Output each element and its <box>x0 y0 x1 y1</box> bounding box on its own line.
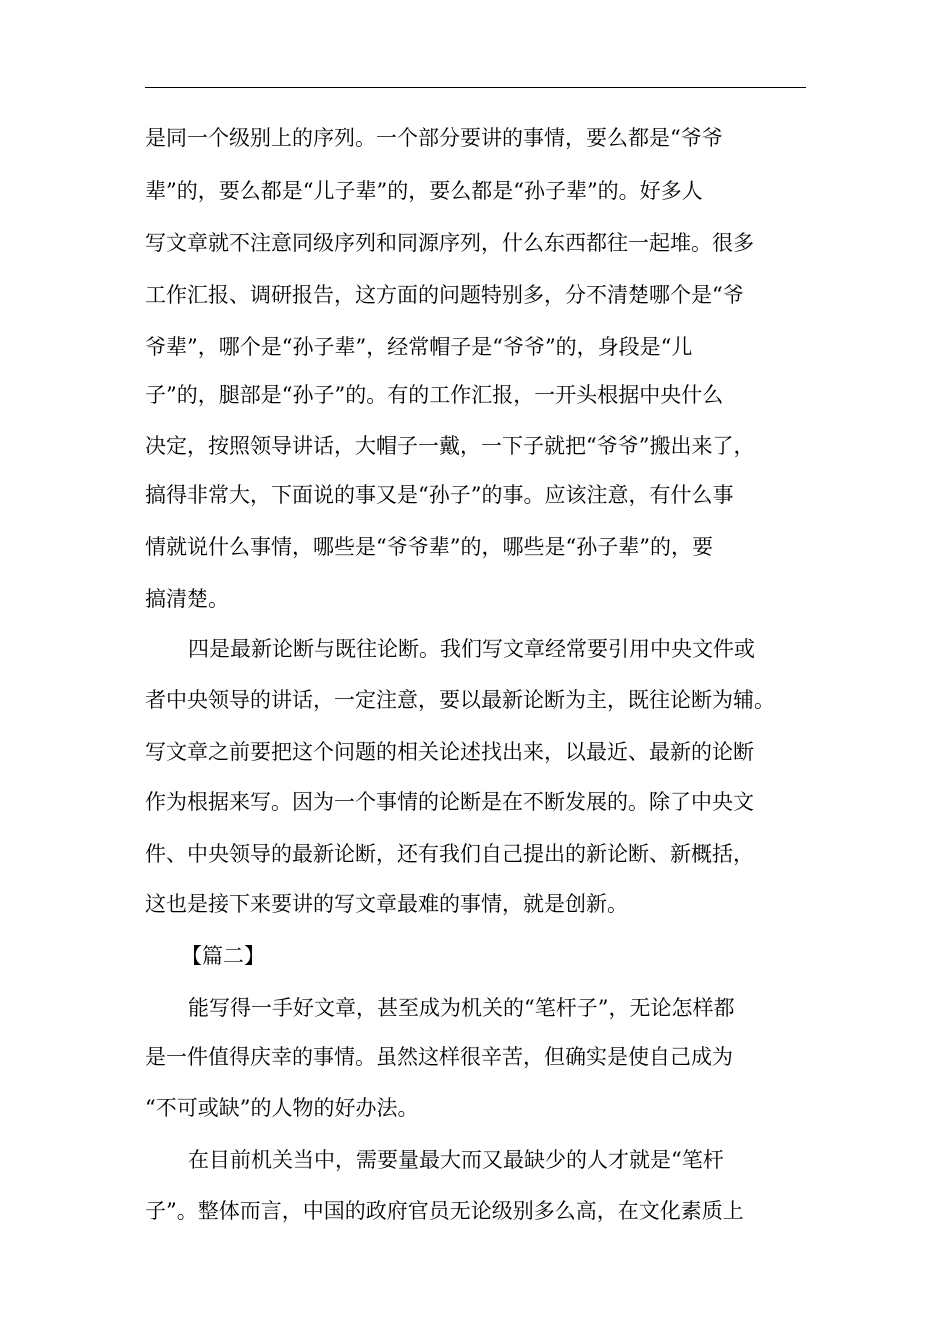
text-line: 爷辈”，哪个是“孙子辈”，经常帽子是“爷爷”的，身段是“儿 <box>145 335 693 359</box>
text-line: 辈”的，要么都是“儿子辈”的，要么都是“孙子辈”的。好多人 <box>145 179 703 203</box>
paragraph-first-line: 能写得一手好文章，甚至成为机关的“笔杆子”，无论怎样都 <box>188 996 735 1020</box>
section-heading: 【篇二】 <box>181 944 265 968</box>
text-line: 搞得非常大，下面说的事又是“孙子”的事。应该注意，有什么事 <box>145 483 734 507</box>
paragraph-first-line: 在目前机关当中，需要量最大而又最缺少的人才就是“笔杆 <box>188 1148 724 1172</box>
paragraph-first-line: 四是最新论断与既往论断。我们写文章经常要引用中央文件或 <box>188 637 755 661</box>
text-line: 是一件值得庆幸的事情。虽然这样很辛苦，但确实是使自己成为 <box>145 1045 733 1069</box>
text-line: 者中央领导的讲话，一定注意，要以最新论断为主，既往论断为辅。 <box>145 688 775 712</box>
text-line: 情就说什么事情，哪些是“爷爷辈”的，哪些是“孙子辈”的，要 <box>145 535 713 559</box>
text-line: 子”的，腿部是“孙子”的。有的工作汇报，一开头根据中央什么 <box>145 383 724 407</box>
text-line: 子”。整体而言，中国的政府官员无论级别多么高，在文化素质上 <box>145 1199 744 1223</box>
header-rule <box>145 87 806 88</box>
text-line: “不可或缺”的人物的好办法。 <box>145 1096 419 1120</box>
text-line: 件、中央领导的最新论断，还有我们自己提出的新论断、新概括， <box>145 842 754 866</box>
text-line: 工作汇报、调研报告，这方面的问题特别多，分不清楚哪个是“爷 <box>145 283 744 307</box>
text-line: 搞清楚。 <box>145 587 229 611</box>
text-line: 作为根据来写。因为一个事情的论断是在不断发展的。除了中央文 <box>145 790 754 814</box>
text-line: 决定，按照领导讲话，大帽子一戴，一下子就把“爷爷”搬出来了， <box>145 434 755 458</box>
text-line: 是同一个级别上的序列。一个部分要讲的事情，要么都是“爷爷 <box>145 126 723 150</box>
text-line: 这也是接下来要讲的写文章最难的事情，就是创新。 <box>145 892 628 916</box>
text-line: 写文章就不注意同级序列和同源序列，什么东西都往一起堆。很多 <box>145 231 754 255</box>
text-line: 写文章之前要把这个问题的相关论述找出来，以最近、最新的论断 <box>145 740 754 764</box>
